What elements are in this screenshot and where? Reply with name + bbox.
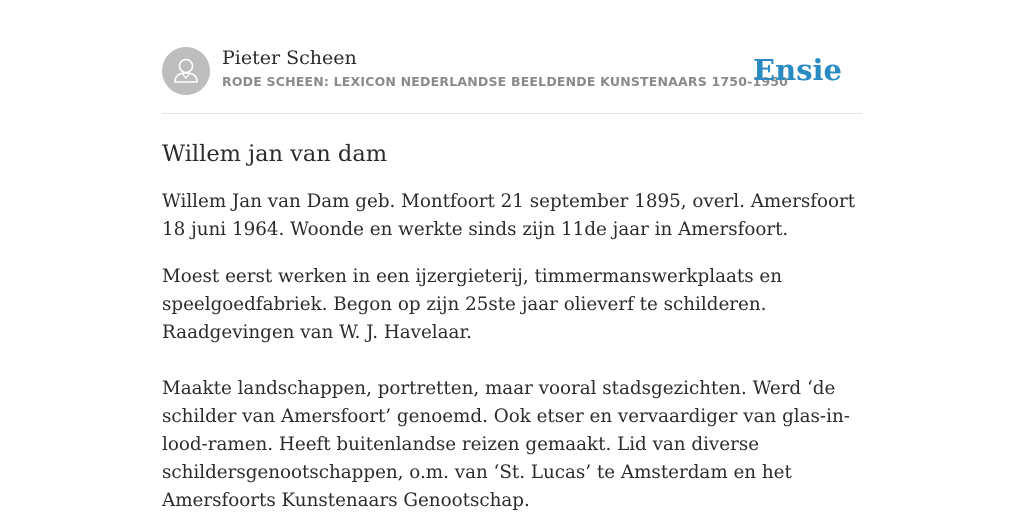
article-paragraph: Willem Jan van Dam geb. Montfoort 21 september 1895, overl. Amersfoort 18 juni 1964. Woonde en werkte sinds zijn 11de jaar in Amersfoort. bbox=[162, 191, 856, 240]
ensie-logo[interactable]: Ensie bbox=[753, 53, 842, 87]
source-title[interactable]: RODE SCHEEN: LEXICON NEDERLANDSE BEELDENDE KUNSTENAARS 1750-1950 bbox=[222, 74, 789, 89]
page-title: Willem jan van dam bbox=[162, 141, 388, 167]
user-icon bbox=[162, 47, 210, 95]
author-name[interactable]: Pieter Scheen bbox=[222, 47, 357, 69]
article-card bbox=[162, 46, 862, 515]
author-avatar[interactable] bbox=[162, 47, 210, 95]
article-body bbox=[162, 188, 862, 515]
article-header bbox=[162, 46, 862, 114]
article-paragraph: Moest eerst werken in een ijzergieterij, timmermanswerkplaats en speelgoedfabriek. Begon op zijn 25ste jaar olieverf te schilderen. Raadgevingen van W. J. Havelaar. Maakte landschappen, portretten, maar vooral stadsgezichten. Werd ‘de schilder van Amersfoort’ genoemd. Ook etser en vervaardiger van glas-in-lood-ramen. Heeft buitenlandse reizen gemaakt. Lid van diverse schildersgenootschappen, o.m. van ‘St. Lucas’ te Amsterdam en het Amersfoorts Kunstenaars Genootschap. bbox=[162, 266, 850, 511]
